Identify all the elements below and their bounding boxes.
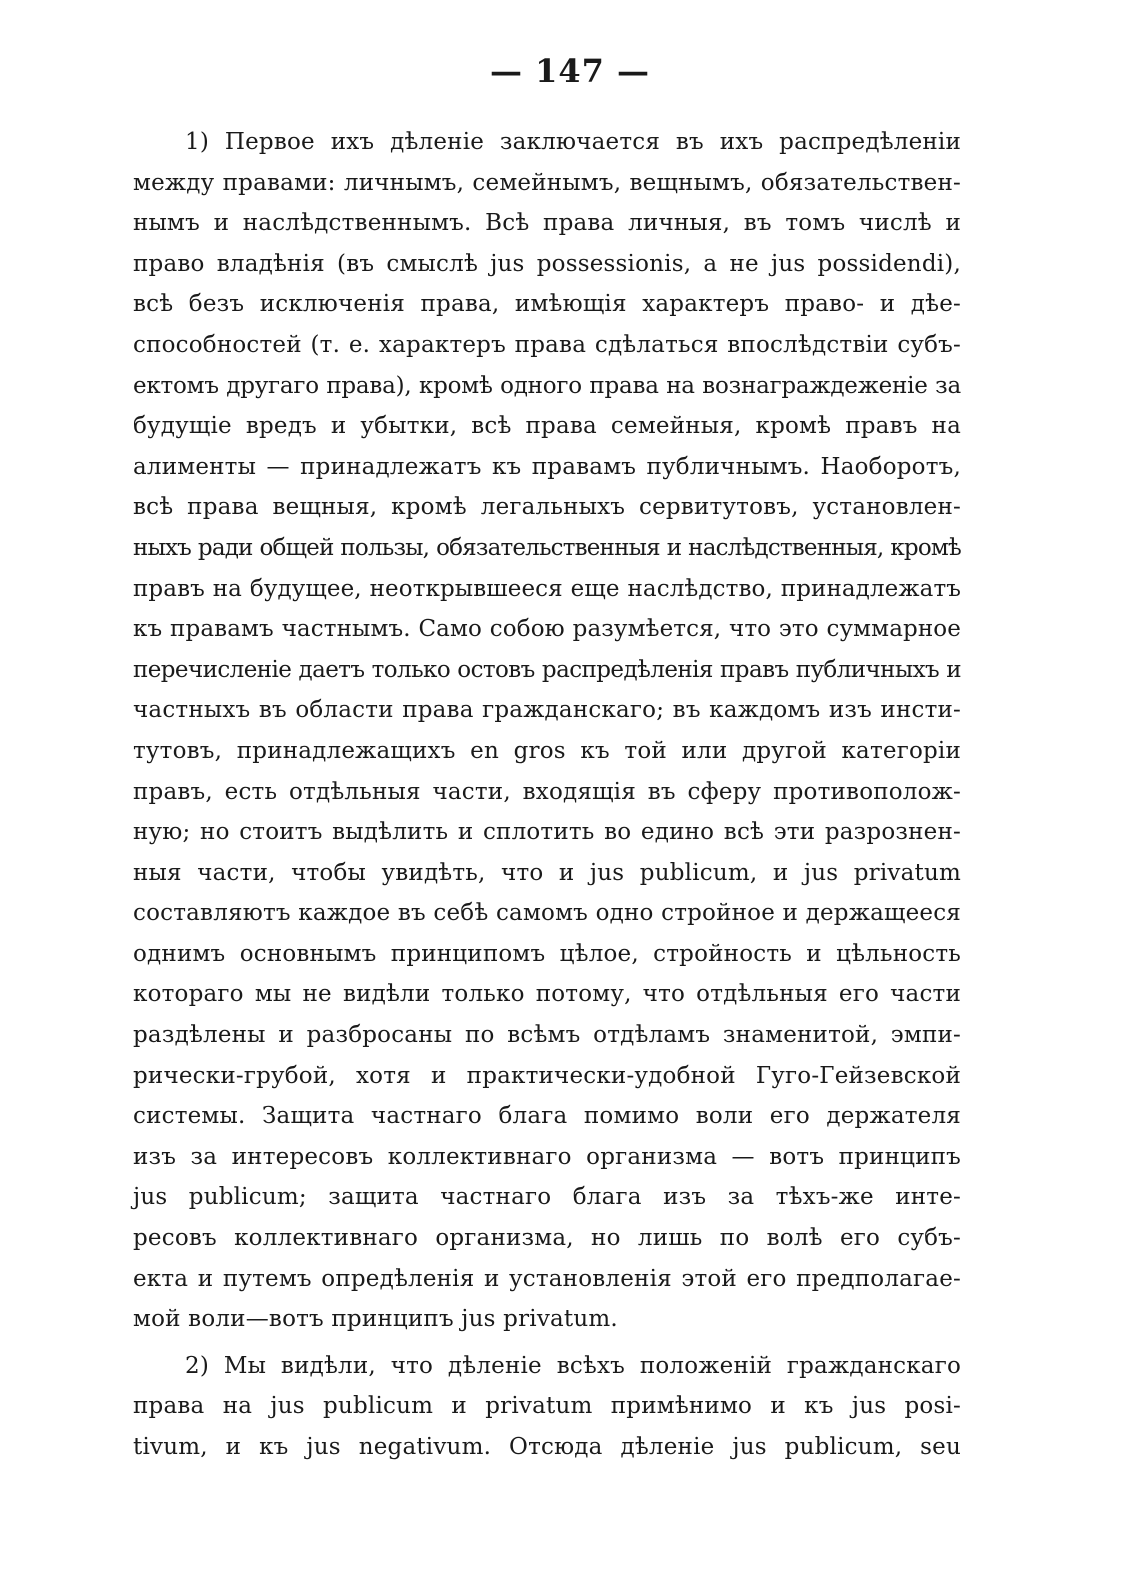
- text-line: jus publicum; защита частнаго блага изъ за тѣхъ-же инте-: [133, 1184, 961, 1211]
- text-line: ныхъ ради общей пользы, обязательственныя и наслѣдственныя, кромѣ: [133, 534, 961, 561]
- text-line: tivum, и къ jus negativum. Отсюда дѣленіе jus publicum, seu: [133, 1434, 961, 1460]
- text-line: частныхъ въ области права гражданскаго; въ каждомъ изъ инсти-: [133, 697, 961, 724]
- text-line: права на jus publicum и privatum примѣнимо и къ jus posi-: [133, 1393, 961, 1420]
- text-line: 2) Мы видѣли, что дѣленіе всѣхъ положеній гражданскаго: [185, 1352, 961, 1379]
- text-line: раздѣлены и разбросаны по всѣмъ отдѣламъ знаменитой, эмпи-: [133, 1022, 961, 1049]
- text-line: алименты — принадлежатъ къ правамъ публичнымъ. Наоборотъ,: [133, 453, 961, 480]
- text-line: ныя части, чтобы увидѣть, что и jus publicum, и jus privatum: [133, 859, 961, 886]
- text-line: екта и путемъ опредѣленія и установленія этой его предполагае-: [133, 1265, 961, 1292]
- text-line: ную; но стоитъ выдѣлить и сплотить во едино всѣ эти разрознен-: [133, 819, 961, 846]
- page-number: — 147 —: [489, 52, 651, 90]
- text-line: перечисленіе даетъ только остовъ распредѣленія правъ публичныхъ и: [133, 656, 961, 683]
- text-line: котораго мы не видѣли только потому, что отдѣльныя его части: [133, 981, 961, 1008]
- text-line: составляютъ каждое въ себѣ самомъ одно стройное и держащееся: [133, 900, 961, 927]
- text-line: къ правамъ частнымъ. Само собою разумѣется, что это суммарное: [133, 616, 961, 643]
- text-line: однимъ основнымъ принципомъ цѣлое, стройность и цѣльность: [133, 940, 961, 967]
- body-text: [133, 122, 961, 1468]
- text-line: изъ за интересовъ коллективнаго организма — вотъ принципъ: [133, 1143, 961, 1170]
- text-line: между правами: личнымъ, семейнымъ, вещнымъ, обязательствен-: [133, 169, 961, 196]
- text-line: будущіе вредъ и убытки, всѣ права семейныя, кромѣ правъ на: [133, 413, 961, 440]
- text-line: правъ, есть отдѣльныя части, входящія въ сферу противополож-: [133, 778, 961, 805]
- text-line: 1) Первое ихъ дѣленіе заключается въ ихъ распредѣленіи: [185, 129, 961, 155]
- paragraph-1: [133, 122, 961, 1340]
- text-line: всѣ безъ исключенія права, имѣющія характеръ право- и дѣе-: [133, 291, 961, 318]
- text-line: рически-грубой, хотя и практически-удобной Гуго-Гейзевской: [133, 1062, 961, 1089]
- text-line: всѣ права вещныя, кромѣ легальныхъ сервитутовъ, установлен-: [133, 494, 961, 521]
- paragraph-2: [133, 1346, 961, 1468]
- text-line: способностей (т. е. характеръ права сдѣлаться впослѣдствіи субъ-: [133, 331, 961, 358]
- text-line: мой воли—вотъ принципъ jus privatum.: [133, 1306, 618, 1333]
- text-line: тутовъ, принадлежащихъ en gros къ той или другой категоріи: [133, 737, 961, 764]
- text-line: правъ на будущее, неоткрывшееся еще наслѣдство, принадлежатъ: [133, 575, 961, 602]
- text-line: ектомъ другаго права), кромѣ одного права на вознаграждеженіе за: [133, 372, 961, 399]
- text-line: системы. Защита частнаго блага помимо воли его держателя: [133, 1103, 961, 1130]
- text-line: право владѣнія (въ смыслѣ jus possessionis, а не jus possidendi),: [133, 250, 961, 277]
- text-line: ресовъ коллективнаго организма, но лишь по волѣ его субъ-: [133, 1225, 961, 1252]
- text-line: нымъ и наслѣдственнымъ. Всѣ права личныя, въ томъ числѣ и: [133, 210, 961, 237]
